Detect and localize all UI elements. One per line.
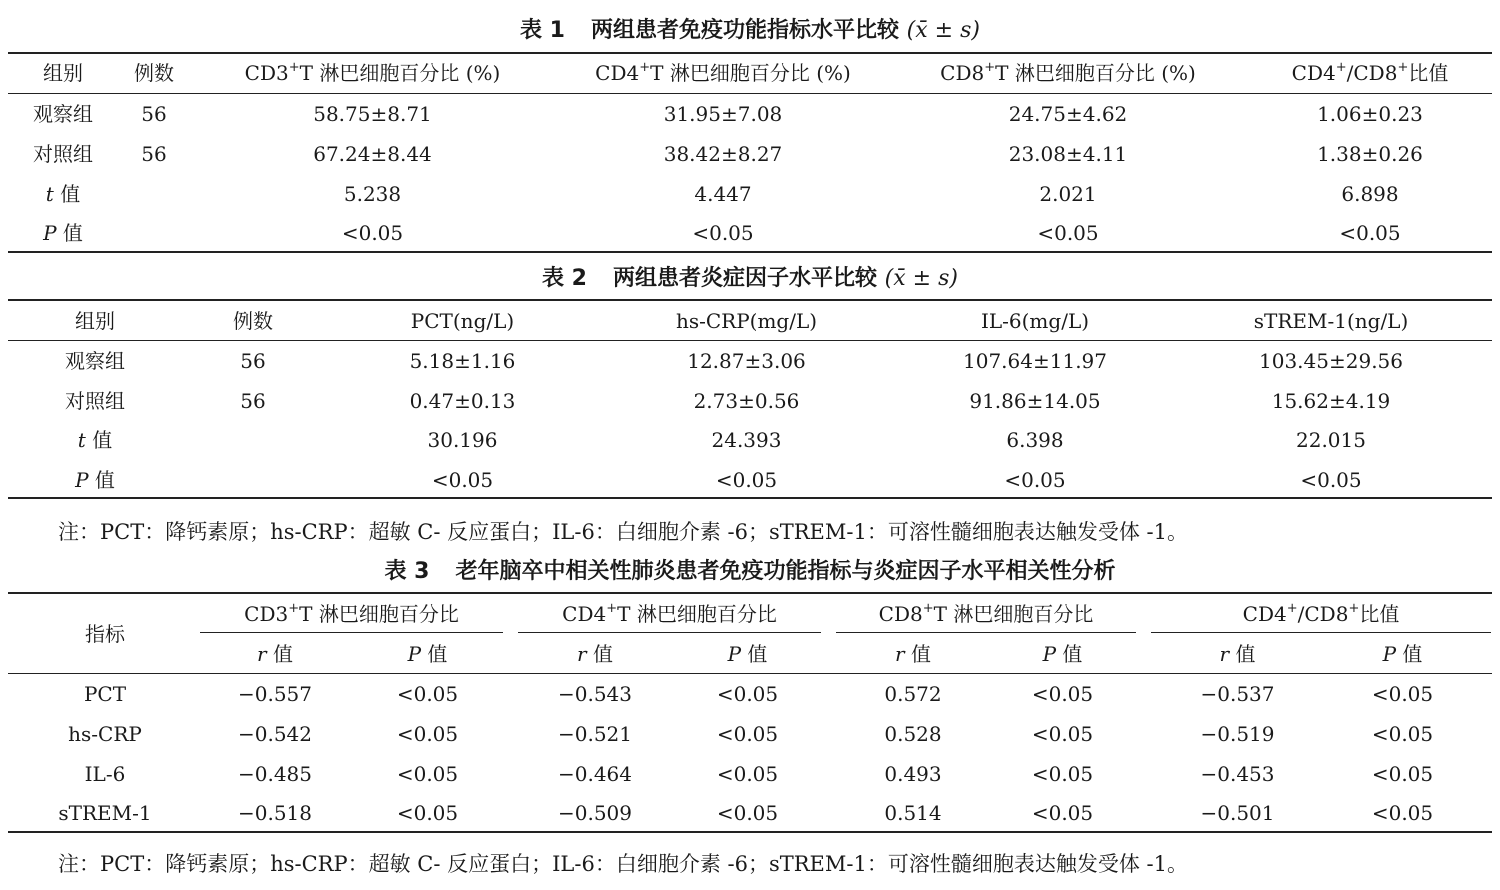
table3-caption-title: 老年脑卒中相关性肺炎患者免疫功能指标与炎症因子水平相关性分析 xyxy=(455,559,1116,584)
table2-cell-r1-c0: 对照组 xyxy=(65,389,125,413)
table3-cell-r1-c0: hs-CRP xyxy=(68,722,142,746)
table1-caption-title: 两组患者免疫功能指标水平比较 xyxy=(590,18,899,43)
table2-cell-r3-c4: <0.05 xyxy=(1004,468,1066,492)
table2-cell-r1-c4: 91.86±14.05 xyxy=(969,389,1101,413)
table2-cell-r3-c5: <0.05 xyxy=(1300,468,1362,492)
table2-cell-r0-c5: 103.45±29.56 xyxy=(1259,349,1403,373)
table3-cell-r0-c1: −0.557 xyxy=(237,682,312,706)
table1-caption xyxy=(0,16,1500,46)
table1-cell-r3-c5: <0.05 xyxy=(1339,221,1401,245)
table2-header-2: PCT(ng/L) xyxy=(410,309,515,333)
table3-cell-r1-c6: <0.05 xyxy=(1031,722,1094,746)
table2-header-4: IL-6(mg/L) xyxy=(980,309,1090,333)
table1-cell-r3-c4: <0.05 xyxy=(1037,221,1099,245)
table1-cell-r3-c0: P 值 xyxy=(43,221,83,245)
table1-caption-stat: (x̄ ± s) xyxy=(906,18,980,43)
table1-cell-r2-c2: 5.238 xyxy=(343,182,402,206)
table2-caption-title: 两组患者炎症因子水平比较 xyxy=(612,266,877,291)
table1-cell-r0-c5: 1.06±0.23 xyxy=(1317,102,1423,126)
table3-caption xyxy=(0,557,1500,587)
table2-cell-r0-c1: 56 xyxy=(240,349,266,373)
table1-header-1: 例数 xyxy=(134,61,174,85)
table1-cell-r2-c4: 2.021 xyxy=(1039,182,1097,206)
table3-subheader-r-3: r 值 xyxy=(1219,642,1256,666)
table3-footnote: 注：PCT：降钙素原；hs-CRP：超敏 C- 反应蛋白；IL-6：白细胞介素 -6；sTREM-1：可溶性髓细胞表达触发受体 -1。 xyxy=(58,852,1188,876)
table3-row-header: 指标 xyxy=(85,622,125,646)
table3-cell-r0-c0: PCT xyxy=(83,682,127,706)
table2-header-3: hs-CRP(mg/L) xyxy=(675,309,818,333)
table3-subheader-p-1: P 值 xyxy=(727,642,768,666)
table1-cell-r2-c3: 4.447 xyxy=(694,182,752,206)
table3-cell-r3-c5: 0.514 xyxy=(884,801,942,825)
table2-cell-r2-c3: 24.393 xyxy=(711,428,782,452)
table2-cell-r1-c2: 0.47±0.13 xyxy=(409,389,516,413)
table3-cell-r0-c3: −0.543 xyxy=(557,682,632,706)
table2-cell-r2-c5: 22.015 xyxy=(1296,428,1366,452)
table3-group-header-0: CD3+T 淋巴细胞百分比 xyxy=(244,601,459,626)
table2-footnote: 注：PCT：降钙素原；hs-CRP：超敏 C- 反应蛋白；IL-6：白细胞介素 -6；sTREM-1：可溶性髓细胞表达触发受体 -1。 xyxy=(58,520,1188,544)
table3-cell-r1-c1: −0.542 xyxy=(237,722,312,746)
table3-cell-r3-c4: <0.05 xyxy=(716,801,779,825)
table3-cell-r2-c6: <0.05 xyxy=(1031,762,1094,786)
table1-cell-r2-c5: 6.898 xyxy=(1341,182,1399,206)
table3-cell-r1-c4: <0.05 xyxy=(716,722,779,746)
table2-caption-number: 表 2 xyxy=(542,266,587,291)
table1-cell-r3-c3: <0.05 xyxy=(692,221,754,245)
table3-subheader-r-0: r 值 xyxy=(257,642,293,666)
table3-cell-r0-c6: <0.05 xyxy=(1031,682,1094,706)
table1-cell-r0-c0: 观察组 xyxy=(33,102,93,126)
table3-subheader-p-0: P 值 xyxy=(407,642,448,666)
table2-cell-r0-c3: 12.87±3.06 xyxy=(687,349,806,373)
table1-header-5: CD4+/CD8+比值 xyxy=(1291,60,1449,85)
table2-cell-r3-c2: <0.05 xyxy=(431,468,494,492)
table3-cell-r1-c5: 0.528 xyxy=(884,722,942,746)
table2-header-1: 例数 xyxy=(233,309,273,333)
table3-cell-r1-c2: <0.05 xyxy=(396,722,459,746)
table2-cell-r1-c1: 56 xyxy=(240,389,266,413)
table3-cell-r3-c8: <0.05 xyxy=(1371,801,1434,825)
table1-cell-r1-c4: 23.08±4.11 xyxy=(1008,142,1128,166)
table1-cell-r1-c5: 1.38±0.26 xyxy=(1317,142,1423,166)
table3-cell-r0-c7: −0.537 xyxy=(1200,682,1275,706)
table3-group-header-2: CD8+T 淋巴细胞百分比 xyxy=(878,601,1094,626)
table3-subheader-p-3: P 值 xyxy=(1382,642,1423,666)
table2-cell-r2-c4: 6.398 xyxy=(1006,428,1064,452)
table2-cell-r2-c2: 30.196 xyxy=(427,428,498,452)
table2-cell-r3-c0: P 值 xyxy=(75,468,115,492)
table1-cell-r1-c3: 38.42±8.27 xyxy=(663,142,783,166)
table1-header-3: CD4+T 淋巴细胞百分比 (%) xyxy=(595,60,851,85)
table3-subheader-r-2: r 值 xyxy=(895,642,931,666)
table3-caption-number: 表 3 xyxy=(384,559,430,584)
table2-cell-r0-c0: 观察组 xyxy=(65,349,125,373)
table1-cell-r2-c1 xyxy=(118,174,190,214)
table3-cell-r1-c8: <0.05 xyxy=(1371,722,1434,746)
table2-cell-r2-c1 xyxy=(210,420,296,460)
table1-caption-number: 表 1 xyxy=(520,18,565,43)
table3-cell-r3-c2: <0.05 xyxy=(396,801,459,825)
table3-subheader-r-1: r 值 xyxy=(577,642,613,666)
table3-group-header-3: CD4+/CD8+比值 xyxy=(1242,601,1400,626)
table2-cell-r1-c5: 15.62±4.19 xyxy=(1271,389,1391,413)
table3-cell-r2-c3: −0.464 xyxy=(557,762,632,786)
table2-cell-r0-c2: 5.18±1.16 xyxy=(409,349,516,373)
table3-cell-r2-c7: −0.453 xyxy=(1200,762,1275,786)
table1-cell-r0-c3: 31.95±7.08 xyxy=(663,102,783,126)
table3-cell-r2-c5: 0.493 xyxy=(884,762,942,786)
table2-caption xyxy=(0,264,1500,294)
table1-header-2: CD3+T 淋巴细胞百分比 (%) xyxy=(244,60,501,85)
table3-subheader-p-2: P 值 xyxy=(1042,642,1083,666)
table3-cell-r0-c2: <0.05 xyxy=(396,682,459,706)
table3-cell-r2-c0: IL-6 xyxy=(84,762,126,786)
table3-group-header-1: CD4+T 淋巴细胞百分比 xyxy=(562,601,777,626)
table2-cell-r0-c4: 107.64±11.97 xyxy=(963,349,1107,373)
table2-header-5: sTREM-1(ng/L) xyxy=(1253,309,1409,333)
table1-cell-r3-c2: <0.05 xyxy=(341,221,404,245)
table1-cell-r1-c0: 对照组 xyxy=(33,142,93,166)
table1-cell-r2-c0: t 值 xyxy=(45,182,81,206)
table3-cell-r2-c2: <0.05 xyxy=(396,762,459,786)
table3-cell-r0-c8: <0.05 xyxy=(1371,682,1434,706)
table3-cell-r1-c3: −0.521 xyxy=(557,722,632,746)
table1-cell-r1-c2: 67.24±8.44 xyxy=(313,142,432,166)
table1-header-0: 组别 xyxy=(43,61,83,85)
table3-cell-r0-c4: <0.05 xyxy=(716,682,779,706)
table3-cell-r3-c6: <0.05 xyxy=(1031,801,1094,825)
table3-cell-r1-c7: −0.519 xyxy=(1200,722,1275,746)
table3-cell-r0-c5: 0.572 xyxy=(884,682,942,706)
table1-cell-r3-c1 xyxy=(118,213,190,253)
table2-caption-stat: (x̄ ± s) xyxy=(884,266,958,291)
table1-cell-r1-c1: 56 xyxy=(141,142,167,166)
table1-cell-r0-c2: 58.75±8.71 xyxy=(313,102,432,126)
table1-header-4: CD8+T 淋巴细胞百分比 (%) xyxy=(940,60,1196,85)
table3-cell-r2-c1: −0.485 xyxy=(237,762,312,786)
table3-cell-r3-c7: −0.501 xyxy=(1200,801,1275,825)
table2-header-0: 组别 xyxy=(75,309,115,333)
table2-cell-r1-c3: 2.73±0.56 xyxy=(693,389,800,413)
table1-cell-r0-c4: 24.75±4.62 xyxy=(1008,102,1128,126)
table1-cell-r0-c1: 56 xyxy=(141,102,167,126)
table2-cell-r3-c1 xyxy=(210,460,296,500)
table2-cell-r2-c0: t 值 xyxy=(77,428,113,452)
table3-cell-r2-c8: <0.05 xyxy=(1371,762,1434,786)
table3-cell-r2-c4: <0.05 xyxy=(716,762,779,786)
table3-cell-r3-c0: sTREM-1 xyxy=(58,801,152,825)
table3-cell-r3-c1: −0.518 xyxy=(237,801,312,825)
table3-cell-r3-c3: −0.509 xyxy=(557,801,632,825)
table2-cell-r3-c3: <0.05 xyxy=(715,468,778,492)
